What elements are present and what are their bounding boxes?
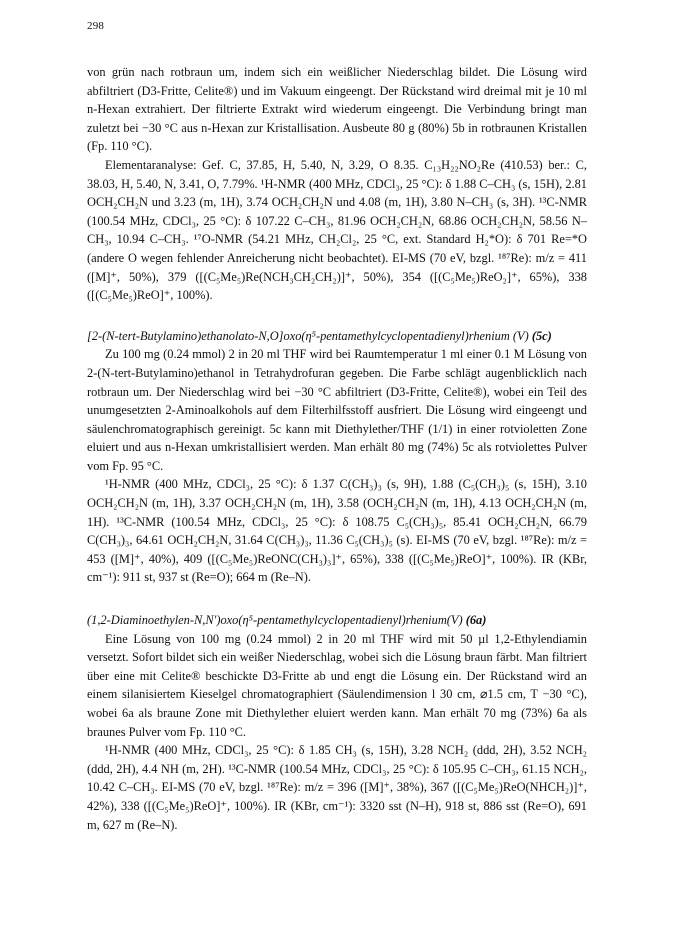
continued-paragraph: von grün nach rotbraun um, indem sich ein weißlicher Niederschlag bildet. Die Lösung wird abfiltriert (D3-Fritte, Celite®) und im Vakuum eingeengt. Der Rückstand wird dreimal mit je 10 ml n-Hexan extrahiert. Der filtrierte Extrakt wird wiederum eingeengt. Die Verbindung bringt man zuletzt bei −30 °C aus n-Hexan zur Kristallisation. Ausbeute 80 g (80%) 5b in rotbraunen Kristallen (Fp. 110 °C). (87, 65, 587, 154)
procedure-paragraph-5c: Zu 100 mg (0.24 mmol) 2 in 20 ml THF wird bei Raumtemperatur 1 ml einer 0.1 M Lösung von 2-(N-tert-Butylamino)ethanol in Tetrahydrofuran gegeben. Die Farbe schlägt augenblicklich nach rotbraun um. Der Niederschlag wird bei −30 °C abfiltriert (D3-Fritte, Celite®), wobei ein Teil des unumgesetzten 2-Aminoalkohols auf dem Filterhilfsstoff ausfriert. Die Lösung wird eingeengt und säulenchromatographisch gereinigt. 5c kann mit Diethylether/THF (1/1) in einer rotvioletten Zone eluiert und aus n-Hexan umkristallisiert werden. Man erhält 80 mg (74%) 5c als rotviolettes Pulver vom Fp. 95 °C. (87, 347, 587, 473)
section-heading-6a (87, 611, 587, 630)
spectral-data-6a: ¹H-NMR (400 MHz, CDCl₃, 25 °C): δ 1.85 CH₃ (s, 15H), 3.28 NCH₂ (ddd, 2H), 3.52 NCH₂ (ddd, 2H), 4.4 NH (m, 2H). ¹³C-NMR (100.54 MHz, CDCl₃, 25 °C): δ 105.95 C–CH₃, 61.15 NCH₂, 10.42 C–CH₃. EI-MS (70 eV, bzgl. ¹⁸⁷Re): m/z = 396 ([M]⁺, 38%), 367 ([(C₅Me₅)ReO(NHCH₂)]⁺, 42%), 338 ([(C₅Me₅)ReO]⁺, 100%). IR (KBr, cm⁻¹): 3320 sst (N–H), 918 st, 886 sst (Re=O), 691 m, 627 m (Re–N). (87, 743, 587, 832)
heading-text-6a: (1,2-Diaminoethylen-N,N′)oxo(η⁵-pentamethylcyclopentadienyl)rhenium(V) (87, 613, 466, 628)
compound-label-5c: (5c) (531, 328, 552, 343)
compound-label-6a: (6a) (465, 613, 487, 628)
section-heading-5c (87, 327, 587, 346)
procedure-paragraph-6a: Eine Lösung von 100 mg (0.24 mmol) 2 in 20 ml THF wird mit 50 µl 1,2-Ethylendiamin versetzt. Sofort bildet sich ein weißer Niederschlag, wobei sich die Lösung braun färbt. Man filtriert über eine mit Celite® beschickte D3-Fritte ab und engt die Lösung ein. Der Rückstand wird an einem silanisiertem Kieselgel chromatographiert (Säulendimension l 30 cm, ⌀1.5 cm, T −30 °C), wobei 6a als braune Zone mit Diethylether eluiert werden kann. Man erhält 70 mg (73%) 6a als braunes Pulver vom Fp. 110 °C. (87, 631, 587, 739)
heading-text-5c: [2-(N-tert-Butylamino)ethanolato-N,O]oxo(η⁵-pentamethylcyclopentadienyl)rhenium (V) (87, 328, 532, 343)
section-gap (87, 587, 587, 611)
page-body (87, 63, 587, 834)
page-number: 298 (87, 20, 105, 32)
analysis-data-5b: Elementaranalyse: Gef. C, 37.85, H, 5.40, N, 3.29, O 8.35. C₁₃H₂₂NO₂Re (410.53) ber.: C, 38.03, H, 5.40, N, 3.41, O, 7.79%. ¹H-NMR (400 MHz, CDCl₃, 25 °C): δ 1.88 C–CH₃ (s, 15H), 2.81 OCH₂CH₂N und 3.23 (m, 1H), 3.74 OCH₂CH₂N und 4.08 (m, 1H), 3.80 N–CH₃ (s, 3H). ¹³C-NMR (100.54 MHz, CDCl₃, 25 °C): δ 107.22 C–CH₃, 81.96 OCH₂CH₂N, 68.86 OCH₂CH₂N, 58.56 N–CH₃, 10.94 C–CH₃. ¹⁷O-NMR (54.21 MHz, CH₂Cl₂, 25 °C, ext. Standard H₂*O): δ 701 Re=*O (andere O wegen fehlender Anreicherung nicht beobachtet). EI-MS (70 eV, bzgl. ¹⁸⁷Re): m/z = 411 ([M]⁺, 50%), 379 ([(C₅Me₅)Re(NCH₃CH₂CH₂)]⁺, 50%), 354 ([(C₅Me₅)ReO₂]⁺, 65%), 338 ([(C₅Me₅)ReO]⁺, 100%). (87, 157, 587, 303)
spectral-data-5c: ¹H-NMR (400 MHz, CDCl₃, 25 °C): δ 1.37 C(CH₃)₃ (s, 9H), 1.88 (C₅(CH₃)₅ (s, 15H), 3.10 OCH₂CH₂N (m, 1H), 3.37 OCH₂CH₂N (m, 1H), 3.58 (OCH₂CH₂N (m, 1H), 4.13 OCH₂CH₂N (m, 1H). ¹³C-NMR (100.54 MHz, CDCl₃, 25 °C): δ 108.75 C₅(CH₃)₅, 85.41 OCH₂CH₂N, 66.79 C(CH₃)₃, 64.61 OCH₂CH₂N, 31.64 C(CH₃)₃, 11.36 C₅(CH₃)₅ (s). EI-MS (70 eV, bzgl. ¹⁸⁷Re): m/z = 453 ([M]⁺, 40%), 409 ([(C₅Me₅)ReONC(CH₃)₃]⁺, 65%), 338 ([(C₅Me₅)ReO]⁺, 100%). IR (KBr, cm⁻¹): 911 st, 937 st (Re=O); 664 m (Re–N). (87, 477, 587, 585)
section-gap (87, 305, 587, 327)
